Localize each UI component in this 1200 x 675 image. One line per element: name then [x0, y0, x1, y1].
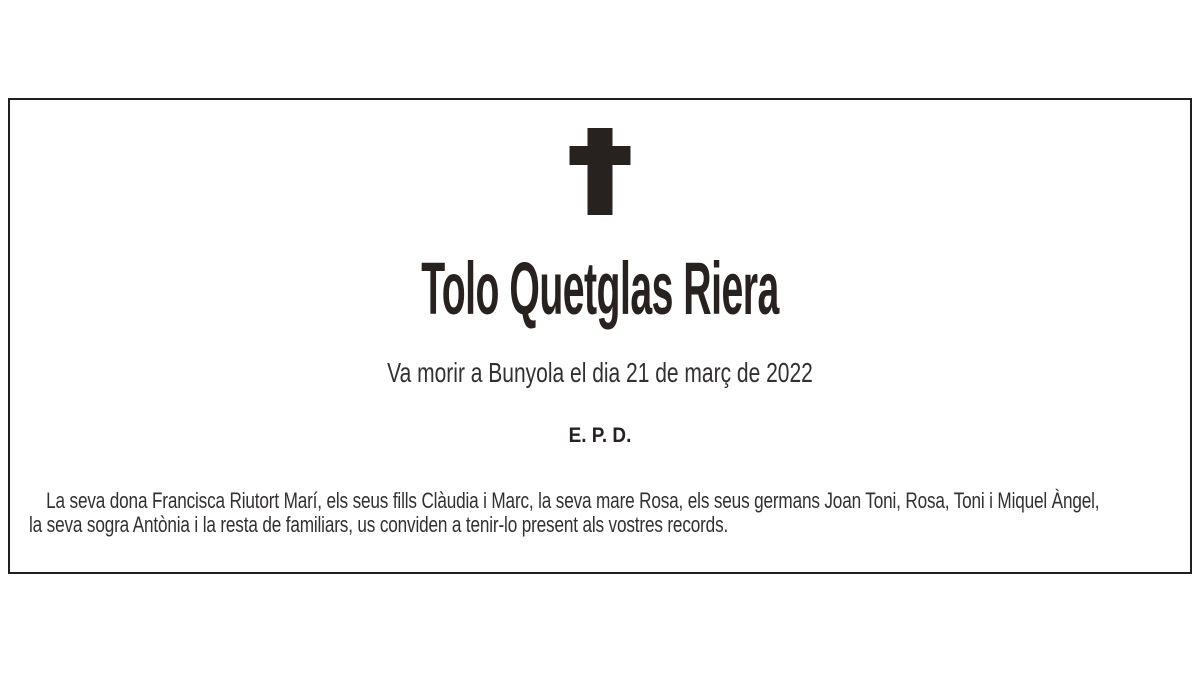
epd-abbreviation: E. P. D. [568, 424, 632, 447]
family-paragraph-line: la seva sogra Antònia i la resta de familiars, us conviden a tenir-lo present als vostres records. [29, 512, 729, 537]
obituary-notice-frame [8, 98, 1192, 574]
family-paragraph-line: La seva dona Francisca Riutort Marí, els seus fills Clàudia i Marc, la seva mare Rosa, els seus germans Joan Toni, Rosa, Toni i Miquel Àngel, [46, 488, 1100, 513]
cross-horizontal-bar [570, 146, 631, 165]
cross-vertical-bar [588, 128, 613, 215]
family-paragraph [29, 489, 1099, 537]
deceased-name: Tolo Quetglas Riera [421, 247, 779, 330]
latin-cross-icon [570, 128, 631, 215]
death-notice-line: Va morir a Bunyola el dia 21 de març de 2022 [387, 357, 813, 388]
